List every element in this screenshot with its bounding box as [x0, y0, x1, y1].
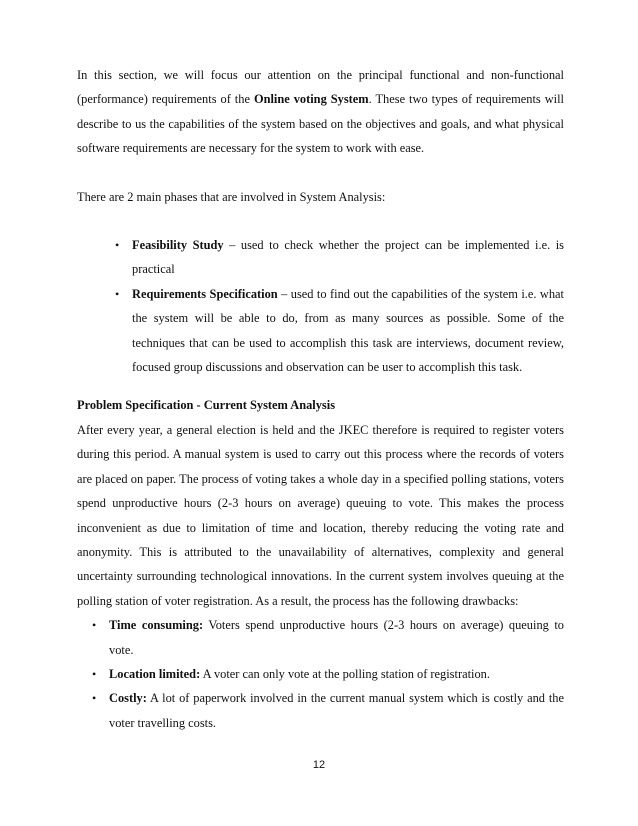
intro-text-end: . These two types of requirements will describe to us the capabilities of the system based on the objectives and goals, and what physical software requirements are necessary for the system to work with ease. [77, 92, 565, 156]
phase-text: – used to check whether the project can be implemented i.e. is practical [132, 238, 564, 277]
document-page [77, 63, 564, 735]
intro-text-start: In this section, we will focus our attention on the principal functional and non-functional (performance) requirements of the [77, 68, 564, 107]
bullet-icon: • [115, 286, 120, 301]
list-item-location-limited [77, 662, 564, 686]
list-item-requirements-specification [77, 282, 564, 380]
section-heading: Problem Specification - Current System Analysis [77, 398, 336, 413]
drawback-text: Voters spend unproductive hours (2-3 hours on average) queuing to vote. [109, 618, 564, 657]
phases-intro: There are 2 main phases that are involved in System Analysis: [77, 189, 386, 204]
bullet-icon: • [92, 618, 97, 633]
drawback-term: Location limited: [109, 666, 201, 681]
phase-text: – used to find out the capabilities of the system i.e. what the system will be able to do, from as many sources as possible. Some of the techniques that can be used to accomplish this task are interviews, document review, focused group discussions and observation can be user to accomplish this task. [132, 286, 564, 375]
drawback-term: Costly: [109, 691, 147, 706]
phase-term: Feasibility Study [132, 238, 224, 253]
drawbacks-list [77, 613, 564, 735]
intro-paragraph [77, 63, 564, 161]
problem-paragraph: After every year, a general election is held and the JKEC therefore is required to register voters during this period. A manual system is used to carry out this process where the records of voters are placed on paper. The process of voting takes a whole day in a specified polling stations, voters spend unproductive hours (2-3 hours on average) queuing to vote. This makes the process inconvenient as due to limitation of time and location, thereby reducing the voting rate and anonymity. This is attributed to the unavailability of alternatives, complexity and general uncertainty surrounding technological innovations. In the current system involves queuing at the polling station of voter registration. As a result, the process has the following drawbacks: [77, 422, 564, 608]
phases-list [77, 233, 564, 379]
bullet-icon: • [92, 691, 97, 706]
page-number: 12 [312, 759, 326, 771]
bullet-icon: • [92, 666, 97, 681]
drawback-term: Time consuming: [109, 618, 204, 633]
drawback-text: A voter can only vote at the polling station of registration. [200, 666, 490, 681]
phase-term: Requirements Specification [132, 286, 278, 301]
list-item-costly [77, 686, 564, 735]
system-name: Online voting System [253, 92, 369, 107]
drawback-text: A lot of paperwork involved in the current manual system which is costly and the voter travelling costs. [109, 691, 564, 730]
bullet-icon: • [115, 238, 120, 253]
list-item-feasibility-study [77, 233, 564, 282]
list-item-time-consuming [77, 613, 564, 662]
